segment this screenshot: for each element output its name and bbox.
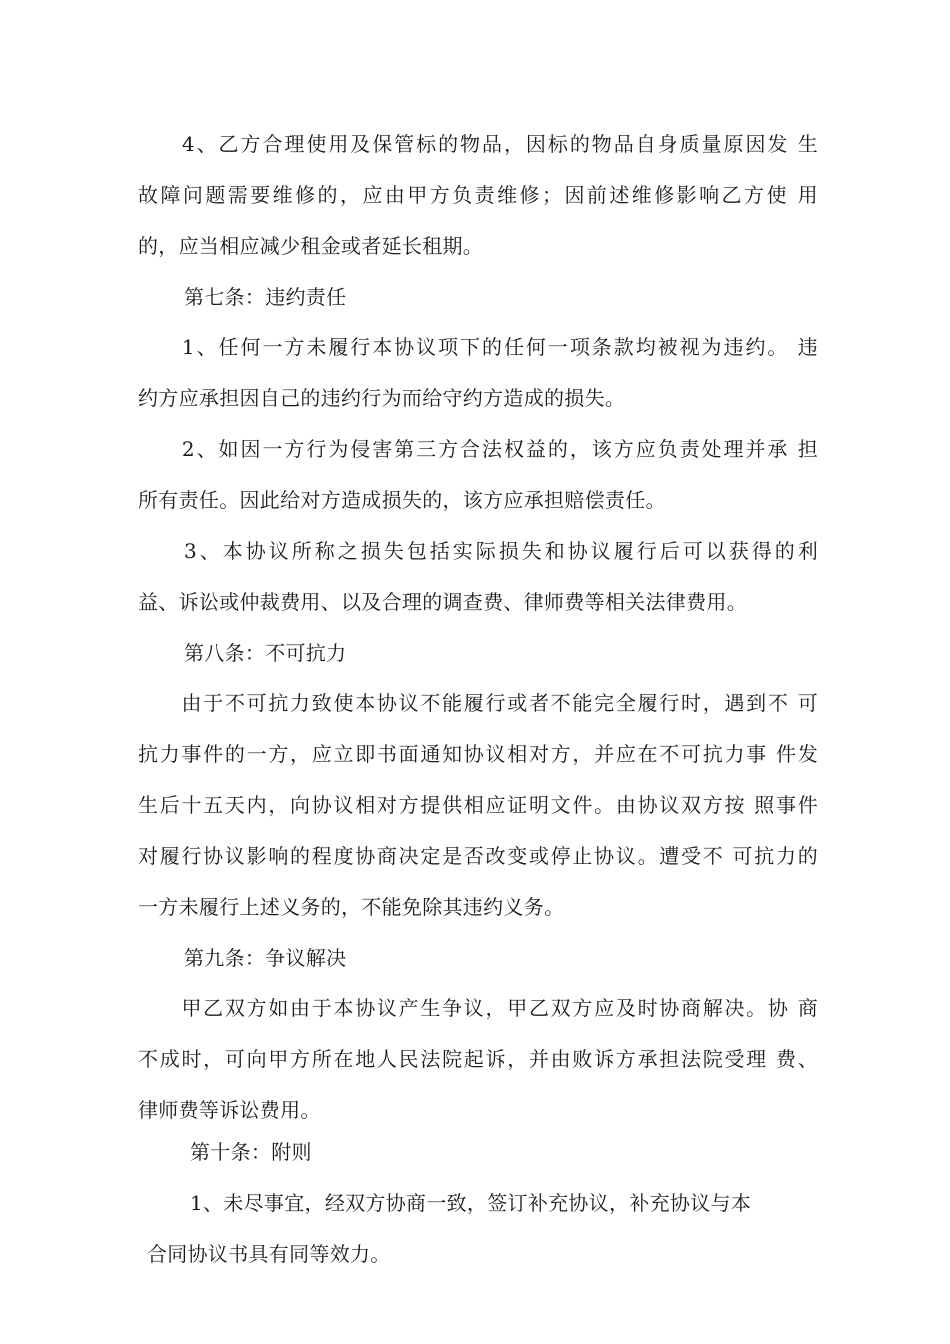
article-heading: 第九条：争议解决 (184, 946, 347, 970)
paragraph-line: 4、乙方合理使用及保管标的物品，因标的物品自身质量原因发 生 (138, 132, 818, 156)
paragraph-line: 3、本协议所称之损失包括实际损失和协议履行后可以获得的利 (138, 539, 818, 563)
paragraph-line: 生后十五天内，向协议相对方提供相应证明文件。由协议双方按 照事件 (138, 793, 818, 817)
paragraph-line: 故障问题需要维修的，应由甲方负责维修；因前述维修影响乙方使 用 (138, 183, 818, 207)
paragraph-line: 不成时，可向甲方所在地人民法院起诉，并由败诉方承担法院受理 费、 (138, 1047, 818, 1071)
paragraph-line: 的，应当相应减少租金或者延长租期。 (138, 234, 484, 258)
paragraph-line: 2、如因一方行为侵害第三方合法权益的，该方应负责处理并承 担 (138, 437, 818, 461)
paragraph-line: 对履行协议影响的程度协商决定是否改变或停止协议。遭受不 可抗力的 (138, 844, 818, 868)
article-heading: 第八条：不可抗力 (184, 641, 347, 665)
article-heading: 第十条：附则 (190, 1140, 312, 1164)
paragraph-line: 抗力事件的一方，应立即书面通知协议相对方，并应在不可抗力事 件发 (138, 742, 818, 766)
paragraph-line: 1、未尽事宜，经双方协商一致，签订补充协议，补充协议与本 (190, 1191, 752, 1215)
paragraph-line: 甲乙双方如由于本协议产生争议，甲乙双方应及时协商解决。协 商 (138, 996, 818, 1020)
paragraph-line: 合同协议书具有同等效力。 (147, 1242, 391, 1266)
paragraph-line: 律师费等诉讼费用。 (138, 1098, 321, 1122)
article-heading: 第七条：违约责任 (184, 285, 347, 309)
paragraph-line: 益、诉讼或仲裁费用、以及合理的调查费、律师费等相关法律费用。 (138, 590, 747, 614)
paragraph-line: 所有责任。因此给对方造成损失的，该方应承担赔偿责任。 (138, 488, 666, 512)
paragraph-line: 1、任何一方未履行本协议项下的任何一项条款均被视为违约。 违 (138, 335, 818, 359)
paragraph-line: 一方未履行上述义务的，不能免除其违约义务。 (138, 895, 565, 919)
paragraph-line: 由于不可抗力致使本协议不能履行或者不能完全履行时，遇到不 可 (138, 691, 818, 715)
paragraph-line: 约方应承担因自己的违约行为而给守约方造成的损失。 (138, 386, 626, 410)
